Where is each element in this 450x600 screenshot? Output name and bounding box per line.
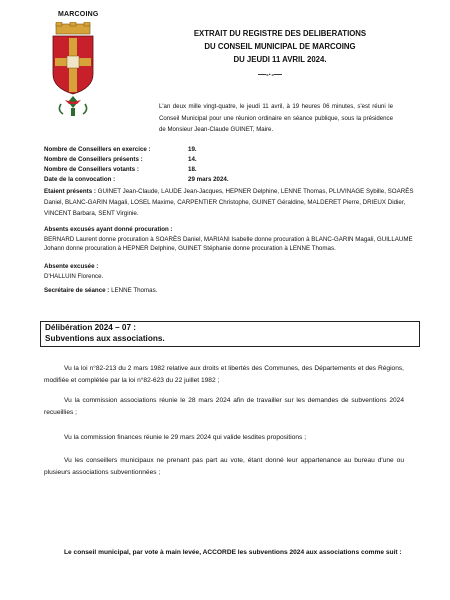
header-line-1: EXTRAIT DU REGISTRE DES DELIBERATIONS — [193, 29, 367, 38]
paragraph-loi — [44, 363, 404, 387]
deliberation-title — [45, 323, 165, 344]
secretary-name: LENNE Thomas. — [111, 287, 158, 294]
paragraph-commission-finances-text: Vu la commission finances réunie le 29 mars 2024 qui valide lesdites propositions ; — [64, 434, 307, 441]
paragraph-conseillers — [44, 455, 404, 479]
stat-label-exercice: Nombre de Conseillers en exercice : — [44, 146, 151, 153]
stat-value-exercice: 19. — [188, 146, 197, 153]
stat-label-presents: Nombre de Conseillers présents : — [44, 156, 143, 163]
excused-label: Absente excusée : — [44, 263, 99, 270]
absents-label: Absents excusés ayant donné procuration : — [44, 226, 173, 233]
stat-value-votants: 18. — [188, 166, 197, 173]
absents-list: BERNARD Laurent donne procuration à SOARÈS Daniel, MARIANI Isabelle donne procuration à BLANC-GARIN Magali, GUILLAUME Johann donne procuration à HEPNER Delphine, GUINET Stéphanie donne procuration à LENNE Thomas. — [44, 235, 413, 252]
stat-value-convocation: 29 mars 2024. — [188, 176, 229, 183]
paragraph-commission-associations — [44, 395, 404, 419]
excused-name: D'HALLUIN Florence. — [44, 272, 104, 280]
deliberation-subject: Subventions aux associations. — [45, 333, 165, 343]
header-divider: —-·-— — [258, 70, 282, 79]
present-label: Etaient présents : — [44, 188, 96, 195]
stat-label-votants: Nombre de Conseillers votants : — [44, 166, 139, 173]
intro-paragraph: L'an deux mille vingt-quatre, le jeudi 11 avril, à 19 heures 06 minutes, s'est réuni le Conseil Municipal pour une réunion ordinaire en séance publique, sous la présidence de Monsieur Jean-Claude GUINET, Maire. — [159, 103, 393, 133]
absent-members — [44, 225, 420, 254]
paragraph-loi-text: Vu la loi n°82-213 du 2 mars 1982 relative aux droits et libertés des Communes, des Départements et des Régions, modifiée et complétée par la loi n°82-623 du 22 juillet 1982 ; — [44, 365, 404, 385]
paragraph-decision — [44, 547, 404, 559]
present-members — [44, 186, 420, 219]
coat-of-arms-icon — [47, 22, 99, 120]
paragraph-commission-associations-text: Vu la commission associations réunie le 28 mars 2024 afin de travailler sur les demandes de subventions 2024 recueillies ; — [44, 397, 404, 417]
present-list: GUINET Jean-Claude, LAUDE Jean-Jacques, HEPNER Delphine, LENNE Thomas, PLUVINAGE Sybille, SOARÈS Daniel, BLANC-GARIN Magali, LOSEL Maxime, CARPENTIER Christophe, GUINET Géraldine, MALDERET Pierre, DRIEUX Didier, VINCENT Barbara, SENT Virginie. — [44, 188, 414, 217]
secretary-line — [44, 287, 157, 294]
secretary-label: Secrétaire de séance : — [44, 287, 110, 294]
paragraph-decision-text: Le conseil municipal, par vote à main levée, ACCORDE les subventions 2024 aux associations comme suit : — [64, 549, 402, 556]
logo-town-name: MARCOING — [58, 11, 99, 18]
paragraph-commission-finances — [44, 432, 404, 444]
header-line-2: DU CONSEIL MUNICIPAL DE MARCOING — [204, 42, 356, 51]
paragraph-conseillers-text: Vu les conseillers municipaux ne prenant pas part au vote, étant donné leur appartenance au bureau d'une ou plusieurs associations subventionnées ; — [44, 457, 404, 477]
deliberation-number: Délibération 2024 – 07 : — [45, 323, 137, 332]
stat-value-presents: 14. — [188, 156, 197, 163]
header-line-3: DU JEUDI 11 AVRIL 2024. — [233, 55, 327, 64]
stat-label-convocation: Date de la convocation : — [44, 176, 116, 183]
document-header — [180, 27, 380, 66]
excused-member — [44, 262, 420, 281]
